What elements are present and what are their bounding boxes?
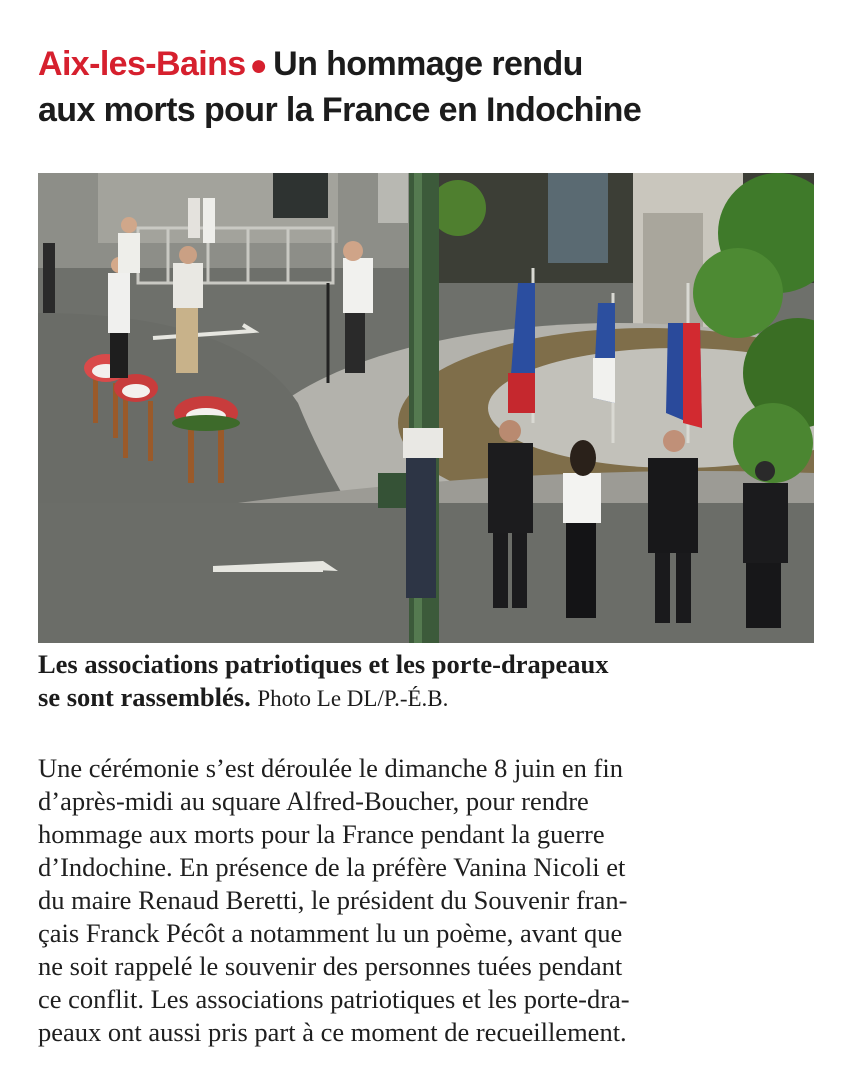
caption-text-line-1: Les associations patriotiques et les porte-drapeaux xyxy=(38,649,609,679)
body-line: ne soit rappelé le souvenir des personnes tuées pendant xyxy=(38,951,623,981)
location-kicker: Aix-les-Bains xyxy=(38,45,246,83)
body-line: d’Indochine. En présence de la préfère Vanina Nicoli et xyxy=(38,852,626,882)
body-line: hommage aux morts pour la France pendant la guerre xyxy=(38,819,605,849)
body-line: Une cérémonie s’est déroulée le dimanche 8 juin en fin xyxy=(38,753,623,783)
body-line: ce conflit. Les associations patriotiques et les porte-dra- xyxy=(38,984,630,1014)
headline-title-part-1: Un hommage rendu xyxy=(273,45,583,83)
body-line: d’après-midi au square Alfred-Boucher, pour rendre xyxy=(38,786,589,816)
photo-credit: Photo Le DL/P.-É.B. xyxy=(257,686,449,711)
article-headline xyxy=(38,42,838,132)
photo-caption xyxy=(38,648,818,715)
article-photo xyxy=(38,173,814,643)
caption-text-line-2: se sont rassemblés. xyxy=(38,682,251,712)
headline-line-2: aux morts pour la France en Indochine xyxy=(38,91,642,129)
bullet-icon: ● xyxy=(249,49,268,82)
body-line: çais Franck Pécôt a notamment lu un poème, avant que xyxy=(38,918,623,948)
body-line: peaux ont aussi pris part à ce moment de recueillement. xyxy=(38,1017,627,1047)
body-line: du maire Renaud Beretti, le président du Souvenir fran- xyxy=(38,885,628,915)
headline-line-1 xyxy=(38,42,838,88)
article-body xyxy=(38,752,828,1049)
